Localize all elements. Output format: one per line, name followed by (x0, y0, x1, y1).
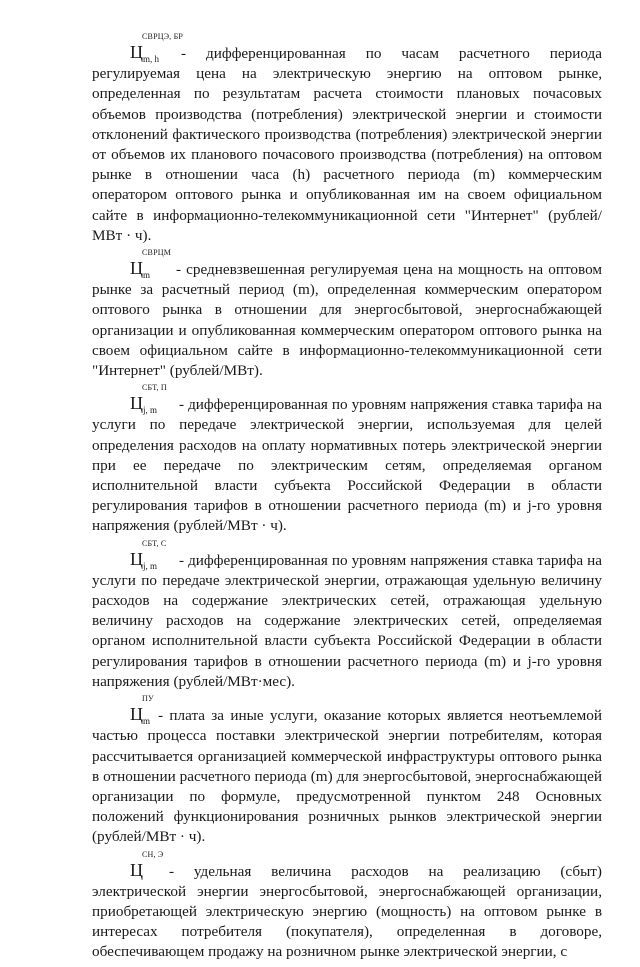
term-superscript: ПУ (142, 694, 154, 704)
term-subscript: m (143, 270, 151, 281)
term-symbol: Ц (130, 393, 143, 414)
formula-term (130, 849, 164, 881)
term-symbol: Ц (130, 42, 143, 62)
term-superscript: СН, Э (142, 849, 164, 859)
definition-paragraph (92, 385, 602, 536)
term-superscript: СВРЦМ (142, 248, 172, 258)
formula-term (130, 538, 167, 571)
definition-paragraph (92, 32, 602, 246)
definition-text: - удельная величина расходов на реализацию (сбыт) электрической энергии энергосбытовой, энергоснабжающей организации, приобретающей электрическую энергию (мощность) на оптовом рынке в интересах потребителя (покупателя), определенная в договоре, обеспечивающем продажу на розничном рынке электрической энергии, с (92, 862, 602, 961)
formula-term (130, 383, 167, 416)
definition-text: - дифференцированная по часам расчетного периода регулируемая цена на электрическую энергию на оптовом рынке, определенная по результатам расчета стоимости плановых почасовых объемов производства (потребления) электрической энергии и стоимости отклонений фактического производства (потребления) электрической энергии от объемов их планового почасового производства (потребления) на оптовом рынке в отношении часа (h) расчетного периода (m) коммерческим оператором оптового рынка и опубликованная им на своем официальном сайте в информационно-телекоммуникационной сети "Интернет" (рублей/МВт · ч). (92, 45, 602, 244)
term-superscript: СБТ, П (142, 383, 167, 393)
term-symbol: Ц (130, 258, 143, 279)
definition-text: - плата за иные услуги, оказание которых является неотъемлемой частью процесса поставки электрической энергии потребителям, которая рассчитывается организацией коммерческой инфраструктуры оптового рынка в отношении расчетного периода (m) для энергосбытовой, энергоснабжающей организации по формуле, предусмотренной пунктом 248 Основных положений функционирования розничных рынков электрической энергии (рублей/МВт · ч). (92, 707, 602, 846)
definition-text: - дифференцированная по уровням напряжения ставка тарифа на услуги по передаче электрической энергии, используемая для целей определения расходов на оплату нормативных потерь электрической энергии при ее передаче по электрическим сетям, определяемая органом исполнительной власти субъекта Российской Федерации в области регулирования тарифов в отношении расчетного периода (m) и j-го уровня напряжения (рублей/МВт · ч). (92, 396, 602, 535)
term-symbol: Ц (130, 548, 143, 569)
definition-text: - средневзвешенная регулируемая цена на мощность на оптовом рынке за расчетный период (m), определенная коммерческим оператором оптового рынка в отношении для энергосбытовой, энергоснабжающей организации и опубликованная коммерческим оператором оптового рынка на своем официальном сайте в информационно-телекоммуникационной сети "Интернет" (рублей/МВт). (92, 261, 602, 380)
definition-paragraph (92, 849, 602, 963)
term-subscript: m, h (143, 54, 160, 64)
formula-term (130, 248, 172, 281)
formula-term (130, 694, 154, 727)
definition-paragraph (92, 538, 602, 692)
term-symbol: Ц (130, 704, 143, 725)
term-superscript: СБТ, С (142, 538, 167, 548)
definition-paragraph (92, 696, 602, 847)
definition-text: - дифференцированная по уровням напряжения ставка тарифа на услуги по передаче электрической энергии, отражающая удельную величину расходов на содержание электрических сетей, отражающая удельную величину расходов на содержание электрических сетей, определяемая органом исполнительной власти субъекта Российской Федерации в области регулирования тарифов в отношении расчетного периода (m) и j-го уровня напряжения (рублей/МВт·мес). (92, 551, 602, 690)
term-subscript: j, m (143, 405, 158, 416)
term-subscript: j, m (143, 560, 158, 571)
term-symbol: Ц (130, 859, 143, 880)
formula-term (130, 32, 184, 64)
document-page (92, 32, 602, 967)
definition-paragraph (92, 250, 602, 381)
term-superscript: СВРЦЭ, БР (142, 32, 184, 41)
term-subscript: m (143, 716, 151, 727)
